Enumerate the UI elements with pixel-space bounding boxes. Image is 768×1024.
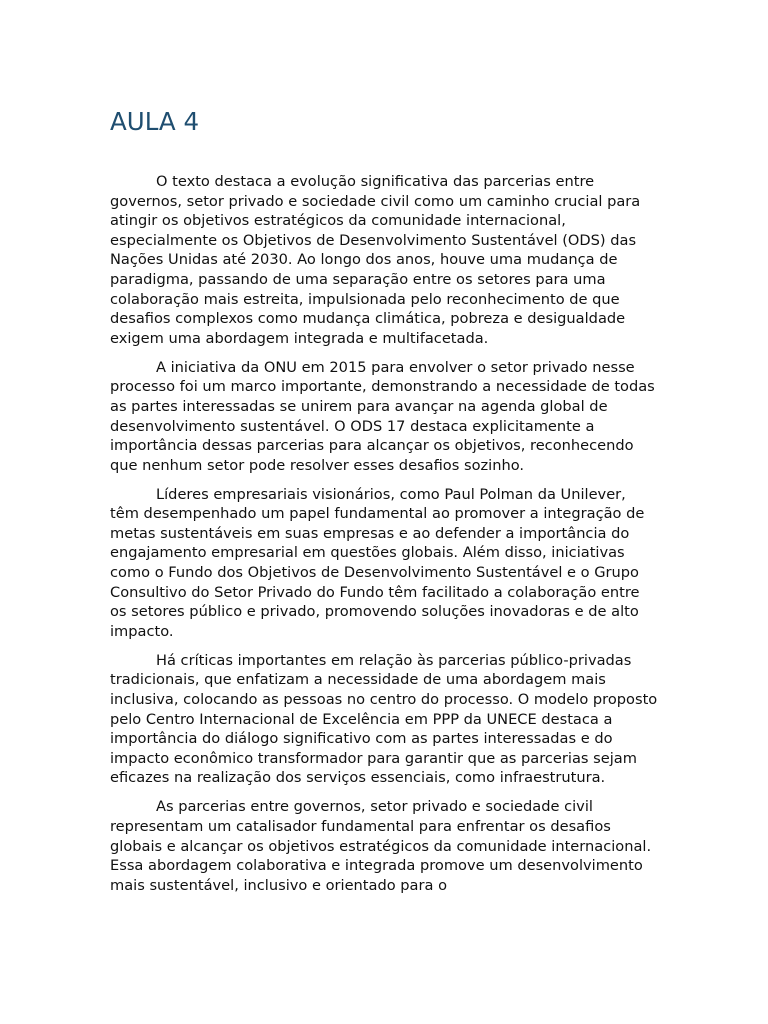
paragraph-3: Líderes empresariais visionários, como Paul Polman da Unilever, têm desempenhado um papel fundamental ao promover a integração de metas sustentáveis em suas empresas e ao defender a importância do engajamento empresarial em questões globais. Além disso, iniciativas como o Fundo dos Objetivos de Desenvolvimento Sustentável e o Grupo Consultivo do Setor Privado do Fundo têm facilitado a colaboração entre os setores público e privado, promovendo soluções inovadoras e de alto impacto. — [110, 485, 645, 640]
page-title: AULA 4 — [110, 107, 200, 136]
paragraph-5: As parcerias entre governos, setor privado e sociedade civil representam um catalisador fundamental para enfrentar os desafios globais e alcançar os objetivos estratégicos da comunidade internacional. Essa abordagem colaborativa e integrada promove um desenvolvimento mais sustentável, inclusivo e orientado para o — [110, 798, 652, 894]
paragraph-4: Há críticas importantes em relação às parcerias público-privadas tradicionais, que enfatizam a necessidade de uma abordagem mais inclusiva, colocando as pessoas no centro do processo. O modelo proposto pelo Centro Internacional de Excelência em PPP da UNECE destaca a importância do diálogo significativo com as partes interessadas e do impacto econômico transformador para garantir que as parcerias sejam eficazes na realização dos serviços essenciais, como infraestrutura. — [110, 651, 658, 787]
document-body — [110, 172, 658, 905]
paragraph-1: O texto destaca a evolução significativa das parcerias entre governos, setor privado e sociedade civil como um caminho crucial para atingir os objetivos estratégicos da comunidade internacional, especialmente os Objetivos de Desenvolvimento Sustentável (ODS) das Nações Unidas até 2030. Ao longo dos anos, houve uma mudança de paradigma, passando de uma separação entre os setores para uma colaboração mais estreita, impulsionada pelo reconhecimento de que desafios complexos como mudança climática, pobreza e desigualdade exigem uma abordagem integrada e multifacetada. — [110, 173, 641, 347]
paragraph-2: A iniciativa da ONU em 2015 para envolver o setor privado nesse processo foi um marco importante, demonstrando a necessidade de todas as partes interessadas se unirem para avançar na agenda global de desenvolvimento sustentável. O ODS 17 destaca explicitamente a importância dessas parcerias para alcançar os objetivos, reconhecendo que nenhum setor pode resolver esses desafios sozinho. — [110, 358, 655, 474]
